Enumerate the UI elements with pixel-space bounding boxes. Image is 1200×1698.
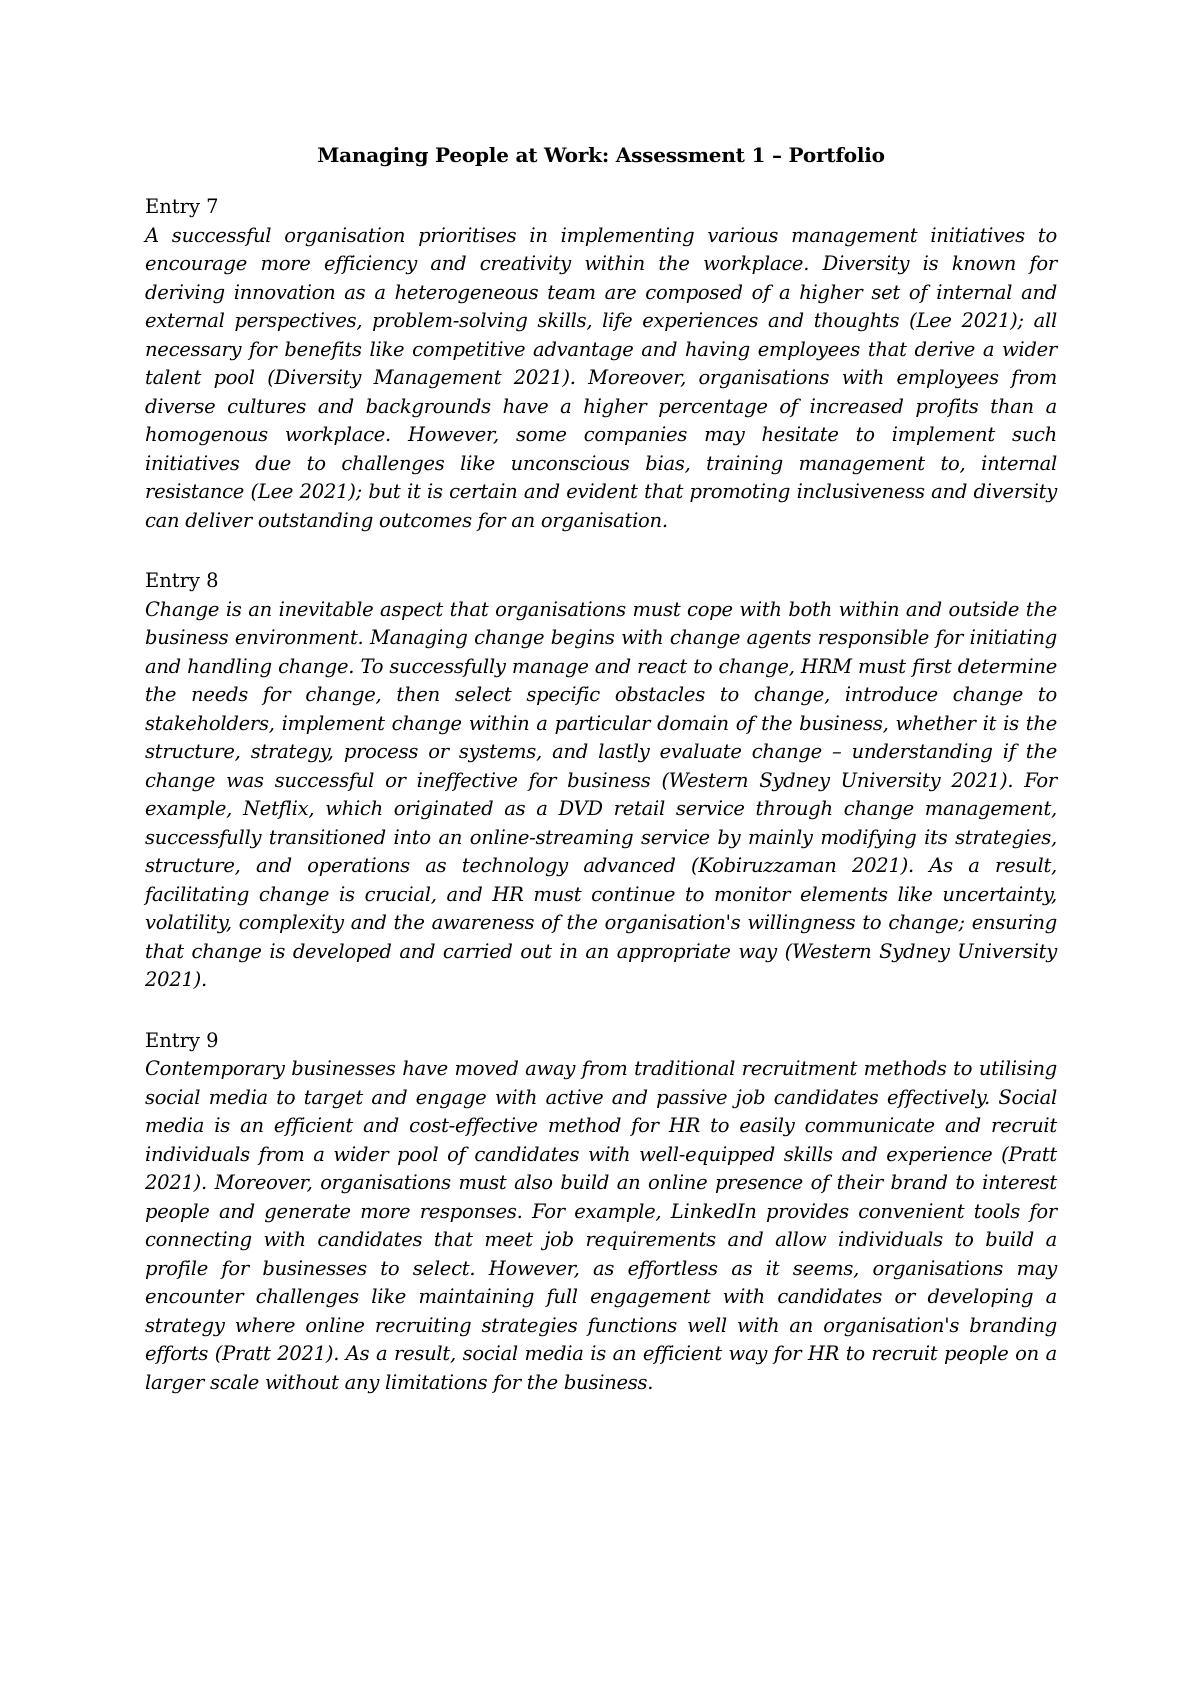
- entry-label: Entry 8: [145, 569, 219, 592]
- entry-7: [145, 193, 1057, 535]
- entry-label: Entry 7: [145, 195, 219, 218]
- entry-8: [145, 567, 1057, 995]
- entry-label: Entry 9: [145, 1028, 219, 1052]
- document-title: Managing People at Work: Assessment 1 – Portfolio: [317, 143, 885, 167]
- entry-text: Change is an inevitable aspect that organisations must cope with both within and outside the business environment. Managing change begins with change agents responsible for initiating and handling change. To successfully manage and react to change, HRM must first determine the needs for change, then select specific obstacles to change, introduce change to stakeholders, implement change within a particular domain of the business, whether it is the structure, strategy, process or systems, and lastly evaluate change – understanding if the change was successful or ineffective for business (Western Sydney University 2021). For example, Netflix, which originated as a DVD retail service through change management, successfully transitioned into an online-streaming service by mainly modifying its strategies, structure, and operations as technology advanced (Kobiruzzaman 2021). As a result, facilitating change is crucial, and HR must continue to monitor elements like uncertainty, volatility, complexity and the awareness of the organisation's willingness to change; ensuring that change is developed and carried out in an appropriate way (Western Sydney University 2021).: [145, 597, 1057, 991]
- entry-text: Contemporary businesses have moved away from traditional recruitment methods to utilising social media to target and engage with active and passive job candidates effectively. Social media is an efficient and cost-effective method for HR to easily communicate and recruit individuals from a wider pool of candidates with well-equipped skills and experience (Pratt 2021). Moreover, organisations must also build an online presence of their brand to interest people and generate more responses. For example, LinkedIn provides convenient tools for connecting with candidates that meet job requirements and allow individuals to build a profile for businesses to select. However, as effortless as it seems, organisations may encounter challenges like maintaining full engagement with candidates or developing a strategy where online recruiting strategies functions well with an organisation's branding efforts (Pratt 2021). As a result, social media is an efficient way for HR to recruit people on a larger scale without any limitations for the business.: [145, 1057, 1057, 1394]
- document-page: [145, 142, 1057, 1429]
- entry-9: [145, 1027, 1057, 1398]
- entry-text: A successful organisation prioritises in implementing various management initiatives to encourage more efficiency and creativity within the workplace. Diversity is known for deriving innovation as a heterogeneous team are composed of a higher set of internal and external perspectives, problem-solving skills, life experiences and thoughts (Lee 2021); all necessary for benefits like competitive advantage and having employees that derive a wider talent pool (Diversity Management 2021). Moreover, organisations with employees from diverse cultures and backgrounds have a higher percentage of increased profits than a homogenous workplace. However, some companies may hesitate to implement such initiatives due to challenges like unconscious bias, training management to, internal resistance (Lee 2021); but it is certain and evident that promoting inclusiveness and diversity can deliver outstanding outcomes for an organisation.: [145, 223, 1057, 532]
